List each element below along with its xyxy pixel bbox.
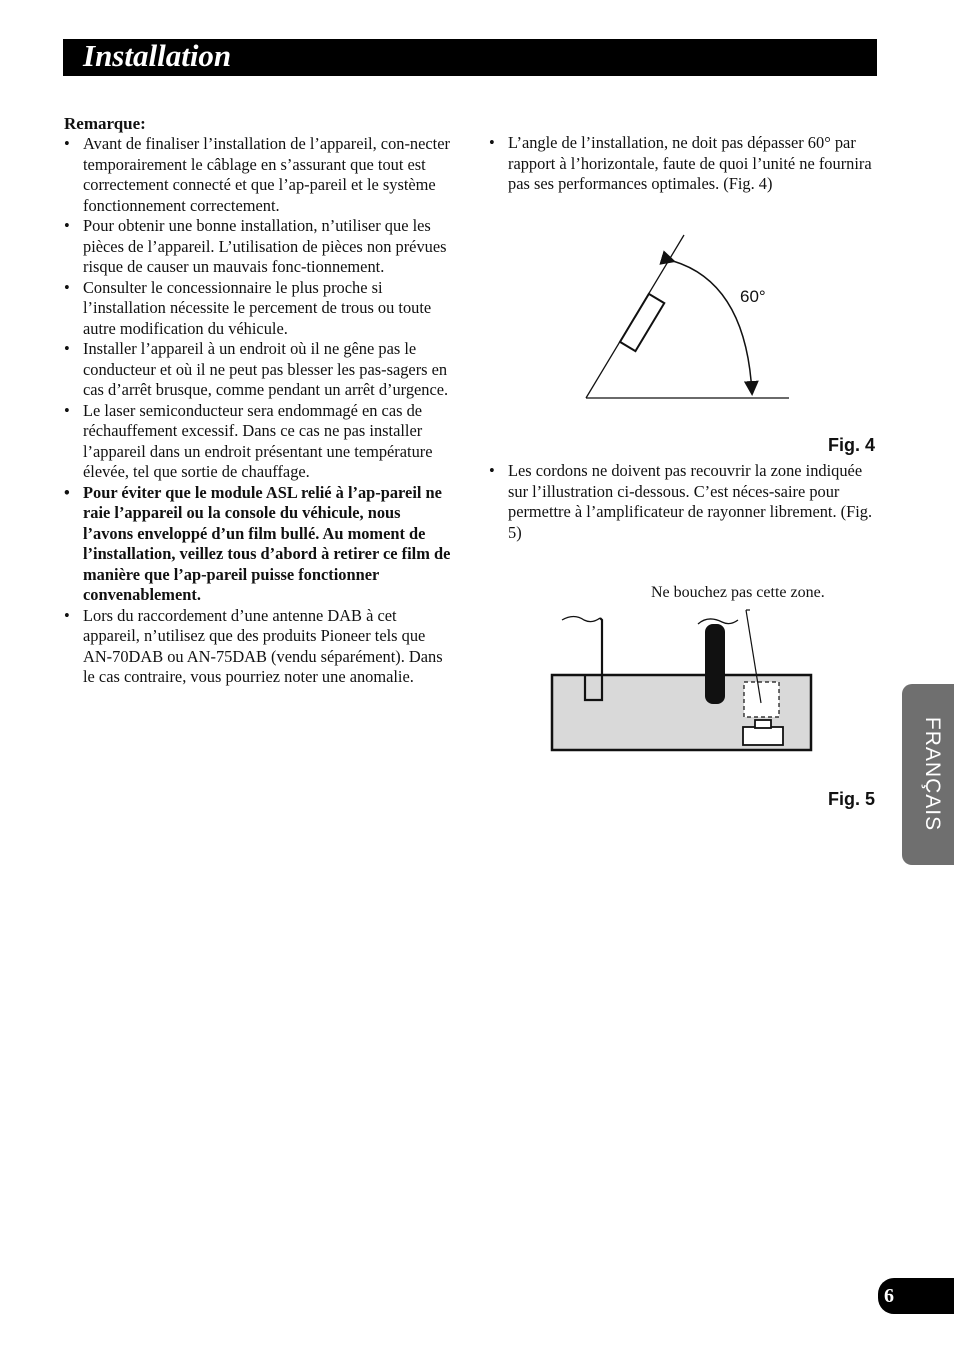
remarque-list	[64, 134, 454, 688]
list-item: • Lors du raccordement d’une antenne DAB à cet appareil, n’utilisez que des produits Pioneer tels que AN-70DAB ou AN-75DAB (vendu séparément). Dans le cas contraire, vous pourriez noter une anomalie.	[64, 606, 454, 688]
list-item: • Le laser semiconducteur sera endommagé en cas de réchauffement excessif. Dans ce cas ne pas installer l’appareil dans un endroit présentant une température élevée, tel que sortie de chauffage.	[64, 401, 454, 483]
right-column	[489, 133, 879, 195]
fig4-label: Fig. 4	[828, 435, 876, 455]
remarque-heading: Remarque:	[64, 114, 146, 133]
list-item: • Pour obtenir une bonne installation, n’utiliser que les pièces de l’appareil. L’utilisation de pièces non prévues risque de causer un mauvais fonc-tionnement.	[64, 216, 454, 278]
fig5-caption: Ne bouchez pas cette zone.	[651, 584, 825, 601]
list-item: • Avant de finaliser l’installation de l’appareil, con-necter temporairement le câblage en s’assurant que tout est correctement connecté et que l’ap-pareil et le système fonctionnement correctement.	[64, 134, 454, 216]
left-column	[64, 114, 454, 688]
fig5-unit-diagram	[548, 608, 818, 758]
cords-list	[489, 461, 879, 543]
language-tab	[902, 684, 954, 865]
angle-list	[489, 133, 879, 195]
list-item: • Consulter le concessionnaire le plus proche si l’installation nécessite le percement de trous ou toute autre modification du véhicule.	[64, 278, 454, 340]
section-title: Installation	[83, 38, 232, 73]
cords-note-block	[489, 461, 879, 543]
angle-note: • L’angle de l’installation, ne doit pas dépasser 60° par rapport à l’horizontale, faute de quoi l’unité ne fournira pas ses performances optimales. (Fig. 4)	[489, 133, 879, 195]
fig4-angle-diagram	[560, 228, 810, 408]
section-header-bar	[63, 39, 877, 76]
list-item: • Installer l’appareil à un endroit où il ne gêne pas le conducteur et où il ne peut pas blesser les pas-sagers en cas d’arrêt brusque, comme pendant un arrêt d’urgence.	[64, 339, 454, 401]
page-number: 6	[884, 1285, 894, 1307]
list-item-bold: • Pour éviter que le module ASL relié à l’ap-pareil ne raie l’appareil ou la console du véhicule, nous l’avons enveloppé d’un film bullé. Au moment de l’installation, veillez tous d’abord à retirer ce film de manière que l’ap-pareil puisse fonctionner convenablement.	[64, 483, 454, 606]
cords-note: • Les cordons ne doivent pas recouvrir la zone indiquée sur l’illustration ci-dessous. C’est néces-saire pour permettre à l’amplificateur de rayonner librement. (Fig. 5)	[489, 461, 879, 543]
page-number-tab	[878, 1278, 954, 1314]
fig5-label: Fig. 5	[828, 789, 876, 809]
fig4-angle-label: 60°	[740, 287, 766, 306]
language-label: FRANÇAIS	[921, 716, 944, 832]
